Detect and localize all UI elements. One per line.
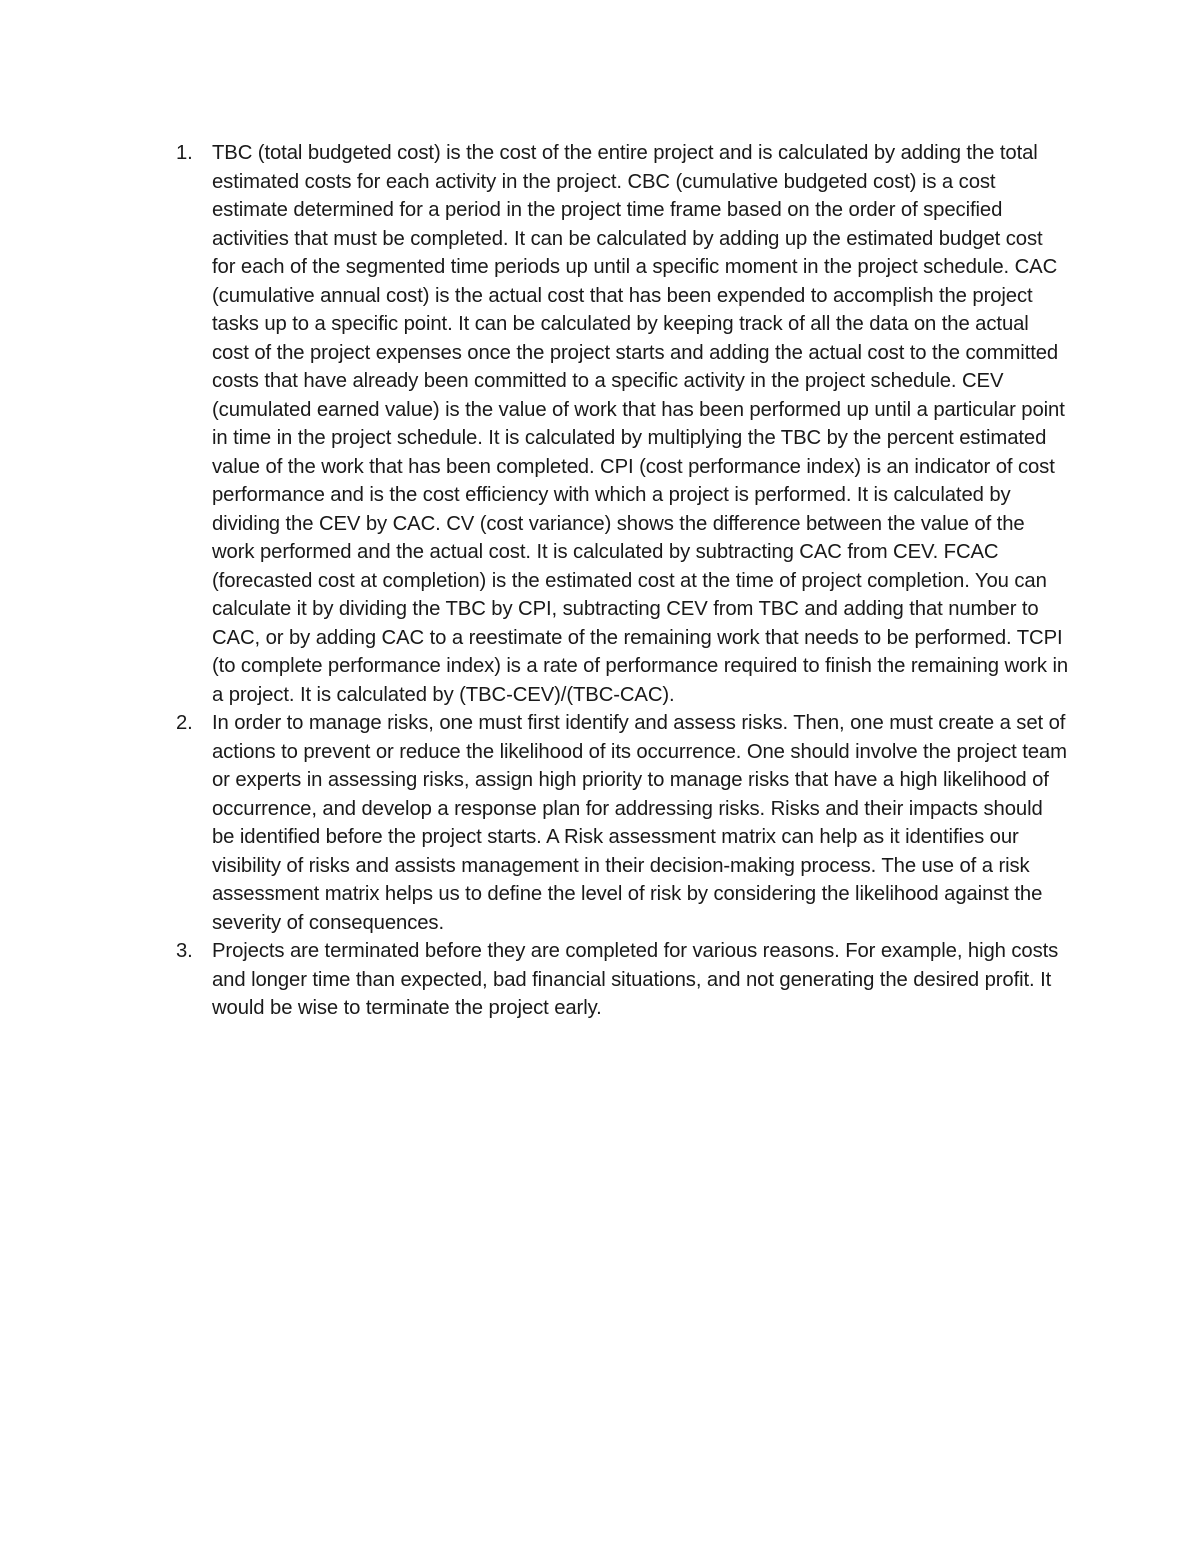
list-item-number: 1.	[176, 142, 193, 164]
list-item-number: 3.	[176, 940, 193, 962]
list-item-number: 2.	[176, 712, 193, 734]
list-item	[171, 709, 1071, 937]
list-item-text: TBC (total budgeted cost) is the cost of the entire project and is calculated by adding the total estimated costs for each activity in the project. CBC (cumulative budgeted cost) is a cost estimate determined for a period in the project time frame based on the order of specified activities that must be completed. It can be calculated by adding up the estimated budget cost for each of the segmented time periods up until a specific moment in the project schedule. CAC (cumulative annual cost) is the actual cost that has been expended to accomplish the project tasks up to a specific point. It can be calculated by keeping track of all the data on the actual cost of the project expenses once the project starts and adding the actual cost to the committed costs that have already been committed to a specific activity in the project schedule. CEV (cumulated earned value) is the value of work that has been performed up until a particular point in time in the project schedule. It is calculated by multiplying the TBC by the percent estimated value of the work that has been completed. CPI (cost performance index) is an indicator of cost performance and is the cost efficiency with which a project is performed. It is calculated by dividing the CEV by CAC. CV (cost variance) shows the difference between the value of the work performed and the actual cost. It is calculated by subtracting CAC from CEV. FCAC (forecasted cost at completion) is the estimated cost at the time of project completion. You can calculate it by dividing the TBC by CPI, subtracting CEV from TBC and adding that number to CAC, or by adding CAC to a reestimate of the remaining work that needs to be performed. TCPI (to complete performance index) is a rate of performance required to finish the remaining work in a project. It is calculated by (TBC-CEV)/(TBC-CAC).	[212, 142, 1069, 706]
list-item	[171, 937, 1071, 1023]
list-item-text: In order to manage risks, one must first identify and assess risks. Then, one must create a set of actions to prevent or reduce the likelihood of its occurrence. One should involve the project team or experts in assessing risks, assign high priority to manage risks that have a high likelihood of occurrence, and develop a response plan for addressing risks. Risks and their impacts should be identified before the project starts. A Risk assessment matrix can help as it identifies our visibility of risks and assists management in their decision-making process. The use of a risk assessment matrix helps us to define the level of risk by considering the likelihood against the severity of consequences.	[212, 712, 1067, 934]
numbered-answer-list	[171, 139, 1071, 1023]
list-item-text: Projects are terminated before they are completed for various reasons. For example, high costs and longer time than expected, bad financial situations, and not generating the desired profit. It would be wise to terminate the project early.	[212, 940, 1059, 1019]
list-item	[171, 139, 1071, 709]
